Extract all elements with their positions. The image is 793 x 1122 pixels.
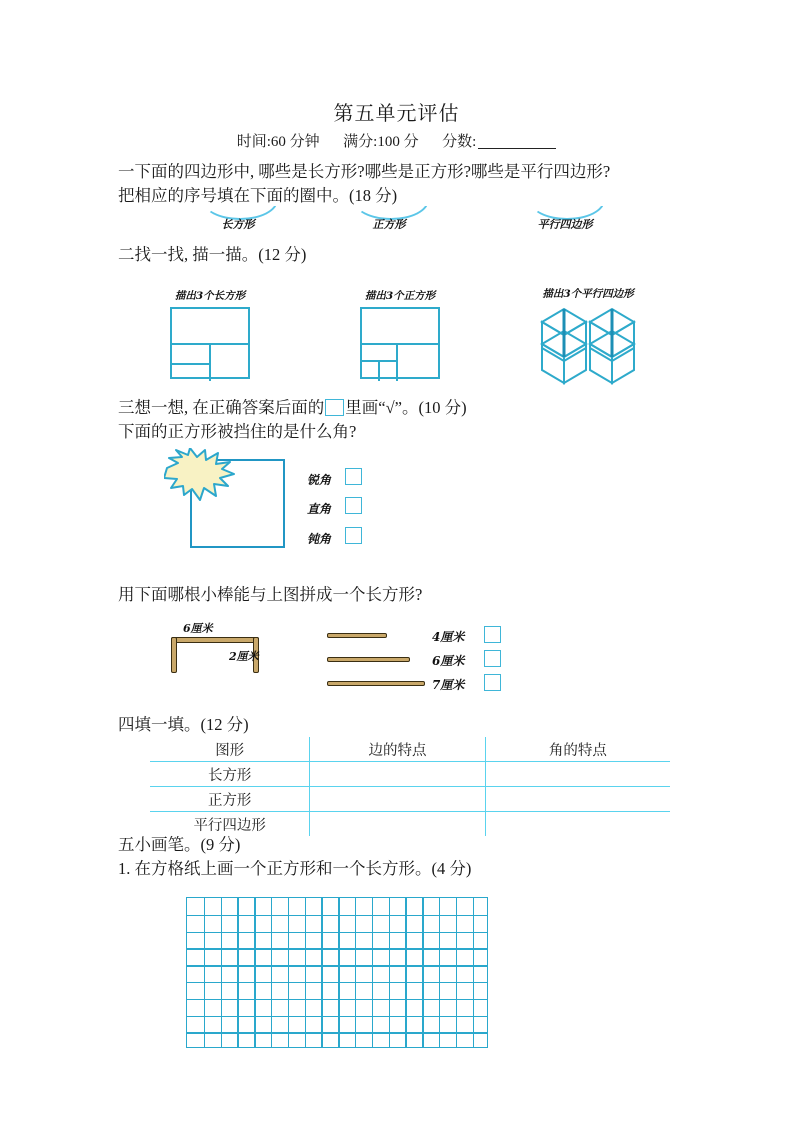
grid-line-horizontal	[187, 1016, 487, 1017]
grid-line-horizontal	[187, 915, 487, 916]
page-title: 第五单元评估	[333, 103, 460, 125]
figure2-divider-v1	[396, 343, 398, 381]
table-row	[150, 762, 670, 787]
table-header-sides: 边的特点	[310, 737, 485, 762]
grid-line-vertical	[389, 898, 390, 1047]
section3-line1	[118, 396, 467, 420]
exam-meta	[0, 130, 793, 151]
option-label-right: 直角	[307, 502, 332, 516]
table-cell-angles-rectangle[interactable]	[485, 762, 670, 787]
option-checkbox-obtuse[interactable]	[345, 527, 362, 544]
figure2-divider-h1	[362, 343, 438, 345]
stick-option-checkbox-3[interactable]	[484, 674, 501, 691]
table-cell-shape-parallelogram: 平行四边形	[150, 812, 310, 837]
figure-squares	[360, 307, 440, 379]
stick-frame-left	[171, 637, 177, 673]
grid-line-vertical	[372, 898, 373, 1047]
figure2-caption: 描出3个正方形	[364, 290, 436, 302]
inline-answer-box[interactable]	[325, 399, 344, 416]
section5-heading: 五小画笔。(9 分)	[118, 835, 241, 854]
section3-question2: 用下面哪根小棒能与上图拼成一个长方形?	[118, 585, 423, 604]
grid-line-vertical	[439, 898, 440, 1047]
section3-line2: 下面的正方形被挡住的是什么角?	[118, 422, 357, 441]
grid-line-vertical	[321, 898, 322, 1047]
section4-heading: 四填一填。(12 分)	[118, 715, 249, 734]
score-label: 分数:	[442, 134, 477, 150]
section1-line2: 把相应的序号填在下面的圈中。(18 分)	[118, 186, 398, 205]
grid-line-horizontal	[187, 965, 487, 966]
grid-line-vertical	[355, 898, 356, 1047]
arc-label-parallelogram: 平行四边形	[537, 218, 593, 231]
figure2-divider-v2	[378, 360, 380, 381]
figure2-divider-h2	[362, 360, 398, 362]
table-header-angles: 角的特点	[548, 742, 607, 759]
arc-label-square: 正方形	[372, 218, 406, 231]
grid-line-vertical	[405, 898, 406, 1047]
candidate-stick-1	[327, 633, 387, 638]
grid-line-vertical	[305, 898, 306, 1047]
grid-line-horizontal	[187, 1032, 487, 1033]
grid-line-vertical	[288, 898, 289, 1047]
section2-heading: 二找一找, 描一描。(12 分)	[118, 245, 307, 264]
option-label-obtuse: 钝角	[307, 532, 332, 546]
stick-option-label-1: 4厘米	[432, 630, 465, 644]
score-blank[interactable]	[478, 148, 556, 149]
candidate-stick-2	[327, 657, 410, 662]
table-cell-angles-parallelogram[interactable]	[485, 812, 670, 837]
section3-line1-b: 里画“√”。(10 分)	[345, 398, 467, 417]
grid-line-vertical	[221, 898, 222, 1047]
stick-option-label-2: 6厘米	[432, 654, 465, 668]
grid-line-vertical	[237, 898, 238, 1047]
grid-line-horizontal	[187, 982, 487, 983]
grid-line-vertical	[204, 898, 205, 1047]
stick-option-checkbox-1[interactable]	[484, 626, 501, 643]
grid-line-horizontal	[187, 999, 487, 1000]
table-cell-shape-rectangle: 长方形	[150, 762, 310, 787]
grid-line-vertical	[254, 898, 255, 1047]
arc-label-rectangle: 长方形	[221, 218, 255, 231]
figure-parallelograms	[538, 300, 642, 386]
option-checkbox-acute[interactable]	[345, 468, 362, 485]
figure-rectangles	[170, 307, 250, 379]
figure1-divider-v1	[209, 343, 211, 381]
table-cell-sides-square[interactable]	[310, 787, 485, 812]
table-cell-shape-square: 正方形	[150, 787, 310, 812]
candidate-stick-3	[327, 681, 425, 686]
table-row	[150, 787, 670, 812]
stick-frame-top-label: 6厘米	[183, 622, 213, 635]
grid-line-vertical	[271, 898, 272, 1047]
section1-line1: 一下面的四边形中, 哪些是长方形?哪些是正方形?哪些是平行四边形?	[118, 162, 611, 181]
stick-frame-top	[171, 637, 259, 643]
grid-line-vertical	[473, 898, 474, 1047]
grid-line-vertical	[422, 898, 423, 1047]
stick-option-checkbox-2[interactable]	[484, 650, 501, 667]
figure1-caption: 描出3个长方形	[174, 290, 246, 302]
table-cell-angles-square[interactable]	[485, 787, 670, 812]
grid-line-vertical	[456, 898, 457, 1047]
total-score-label: 满分:100 分	[343, 134, 419, 150]
starburst-cover-icon	[164, 448, 236, 504]
figure1-divider-h2	[172, 363, 211, 365]
section5-item1: 1. 在方格纸上画一个正方形和一个长方形。(4 分)	[118, 859, 472, 878]
table-header-shape: 图形	[150, 737, 310, 762]
option-label-acute: 锐角	[307, 473, 332, 487]
table-cell-sides-parallelogram[interactable]	[310, 812, 485, 837]
stick-frame-side-label: 2厘米	[229, 650, 259, 663]
grid-line-horizontal	[187, 932, 487, 933]
table-cell-sides-rectangle[interactable]	[310, 762, 485, 787]
features-table	[150, 737, 670, 836]
grid-line-horizontal	[187, 948, 487, 949]
stick-option-label-3: 7厘米	[432, 678, 465, 692]
figure3-caption: 描出3个平行四边形	[542, 288, 634, 300]
grid-paper[interactable]	[186, 897, 488, 1048]
table-header-row	[150, 737, 670, 762]
section3-line1-a: 三想一想, 在正确答案后面的	[118, 398, 325, 417]
grid-line-vertical	[338, 898, 339, 1047]
time-label: 时间:60 分钟	[236, 134, 320, 150]
option-checkbox-right[interactable]	[345, 497, 362, 514]
